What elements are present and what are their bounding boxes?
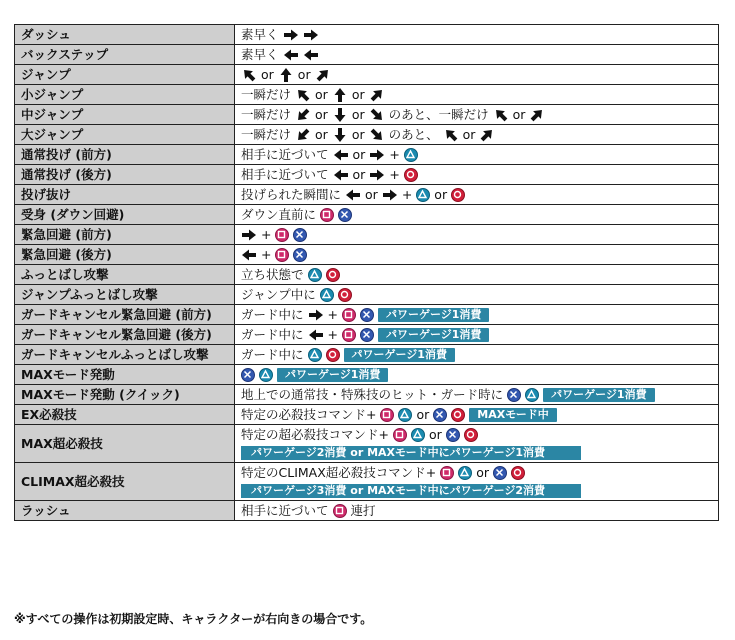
cross-button-icon [446,428,460,442]
move-command [235,205,719,225]
command-text: or [352,146,366,162]
command-text: 投げられた瞬間に [241,186,342,202]
arrow-down-right-icon [369,108,385,122]
command-list [14,24,719,521]
triangle-button-icon [458,466,472,480]
cost-badge: パワーゲージ2消費 or MAXモード中にパワーゲージ1消費 [241,446,581,460]
command-text: + [261,226,272,242]
command-text: or [297,66,311,82]
table-row [15,25,719,45]
command-text: or [365,186,378,202]
move-name: 通常投げ (前方) [15,145,235,165]
square-button-icon [380,408,394,422]
cross-button-icon [241,368,255,382]
command-text: + [327,326,338,342]
square-button-icon [393,428,407,442]
move-command [235,365,719,385]
move-command [235,345,719,365]
move-command [235,25,719,45]
triangle-button-icon [308,268,322,282]
table-row [15,145,719,165]
arrow-up-left-icon [493,108,509,122]
move-name: 受身 (ダウン回避) [15,205,235,225]
move-command [235,105,719,125]
arrow-left-icon [241,248,257,262]
circle-button-icon [404,168,418,182]
move-command [235,285,719,305]
command-text: 特定のCLIMAX超必殺技コマンド+ [241,464,437,480]
arrow-up-right-icon [479,128,495,142]
cost-badge: パワーゲージ1消費 [543,388,654,402]
command-text: or [462,126,476,142]
move-name: 小ジャンプ [15,85,235,105]
triangle-button-icon [404,148,418,162]
command-text: 連打 [350,502,376,518]
triangle-button-icon [416,188,430,202]
move-command [235,305,719,325]
table-row [15,65,719,85]
table-row [15,325,719,345]
arrow-up-left-icon [443,128,459,142]
square-button-icon [275,248,289,262]
triangle-button-icon [411,428,425,442]
triangle-button-icon [525,388,539,402]
arrow-down-left-icon [295,128,311,142]
arrow-up-left-icon [295,88,311,102]
arrow-left-icon [333,168,349,182]
command-text: 一瞬だけ [241,126,292,142]
move-command [235,225,719,245]
square-button-icon [342,308,356,322]
cost-badge: パワーゲージ1消費 [344,348,455,362]
arrow-right-icon [303,28,319,42]
move-command [235,85,719,105]
table-row [15,245,719,265]
command-text: 特定の必殺技コマンド+ [241,406,377,422]
circle-button-icon [511,466,525,480]
move-command [235,245,719,265]
square-button-icon [275,228,289,242]
command-text: 素早く [241,46,279,62]
command-text: or [315,86,328,102]
circle-button-icon [464,428,478,442]
move-command [235,185,719,205]
arrow-right-icon [283,28,299,42]
move-command [235,265,719,285]
table-row [15,105,719,125]
triangle-button-icon [259,368,273,382]
arrow-right-icon [241,228,257,242]
cross-button-icon [360,328,374,342]
move-name: MAXモード発動 [15,365,235,385]
cost-badge: パワーゲージ3消費 or MAXモード中にパワーゲージ2消費 [241,484,581,498]
move-name: MAXモード発動 (クイック) [15,385,235,405]
command-text: 地上での通常技・特殊技のヒット・ガード時に [241,386,504,402]
table-row [15,425,719,463]
square-button-icon [440,466,454,480]
cross-button-icon [293,228,307,242]
move-name: 通常投げ (後方) [15,165,235,185]
arrow-left-icon [333,148,349,162]
command-text: 特定の超必殺技コマンド+ [241,426,389,442]
command-text: or [315,106,328,122]
command-text: 素早く [241,26,279,42]
move-name: ガードキャンセルふっとばし攻撃 [15,345,235,365]
table-row [15,463,719,501]
command-text: or [351,126,365,142]
arrow-down-right-icon [369,128,385,142]
command-table [14,24,719,521]
table-row [15,385,719,405]
triangle-button-icon [320,288,334,302]
table-row [15,285,719,305]
command-text: or [352,166,366,182]
triangle-button-icon [308,348,322,362]
move-name: EX必殺技 [15,405,235,425]
arrow-down-left-icon [295,108,311,122]
move-name: 大ジャンプ [15,125,235,145]
table-row [15,165,719,185]
arrow-down-icon [332,128,348,142]
arrow-up-right-icon [369,88,385,102]
command-text: + [327,306,338,322]
cross-button-icon [493,466,507,480]
command-text: ジャンプ中に [241,286,316,302]
move-name: 緊急回避 (後方) [15,245,235,265]
square-button-icon [320,208,334,222]
arrow-left-icon [303,48,319,62]
table-row [15,125,719,145]
command-text: のあと、 [388,126,439,142]
arrow-up-left-icon [241,68,257,82]
arrow-left-icon [308,328,324,342]
move-command [235,385,719,405]
move-name: MAX超必殺技 [15,425,235,463]
command-text: 一瞬だけ [241,86,292,102]
table-row [15,305,719,325]
command-text: ガード中に [241,306,304,322]
cross-button-icon [507,388,521,402]
circle-button-icon [326,348,340,362]
command-text: 立ち状態で [241,266,304,282]
command-text: のあと、一瞬だけ [388,106,489,122]
cost-badge: パワーゲージ1消費 [378,328,489,342]
circle-button-icon [338,288,352,302]
move-name: ジャンプふっとばし攻撃 [15,285,235,305]
table-row [15,225,719,245]
arrow-down-icon [332,108,348,122]
cross-button-icon [338,208,352,222]
command-text: + [261,246,272,262]
move-command [235,165,719,185]
cross-button-icon [433,408,447,422]
arrow-up-right-icon [529,108,545,122]
footnote: ※すべての操作は初期設定時、キャラクターが右向きの場合です。 [14,612,373,626]
table-row [15,345,719,365]
command-text: + [389,166,400,182]
move-command [235,425,719,463]
move-name: 投げ抜け [15,185,235,205]
command-text: ダウン直前に [241,206,317,222]
arrow-left-icon [345,188,361,202]
command-text: or [351,106,365,122]
table-row [15,205,719,225]
command-text: or [512,106,526,122]
arrow-up-icon [278,68,294,82]
table-row [15,185,719,205]
arrow-right-icon [369,168,385,182]
command-text: 相手に近づいて [241,146,329,162]
circle-button-icon [451,408,465,422]
move-command [235,45,719,65]
move-name: 緊急回避 (前方) [15,225,235,245]
table-row [15,501,719,521]
move-command [235,145,719,165]
table-row [15,365,719,385]
command-text: or [428,426,442,442]
move-command [235,325,719,345]
move-name: ふっとばし攻撃 [15,265,235,285]
table-row [15,45,719,65]
move-name: ガードキャンセル緊急回避 (後方) [15,325,235,345]
move-command [235,501,719,521]
cost-badge: パワーゲージ1消費 [277,368,388,382]
move-command [235,65,719,85]
command-text: ガード中に [241,346,304,362]
arrow-right-icon [308,308,324,322]
arrow-left-icon [283,48,299,62]
move-name: CLIMAX超必殺技 [15,463,235,501]
triangle-button-icon [398,408,412,422]
square-button-icon [333,504,347,518]
command-text: or [315,126,328,142]
move-command [235,463,719,501]
command-text: + [401,186,413,202]
move-name: ガードキャンセル緊急回避 (前方) [15,305,235,325]
move-name: ジャンプ [15,65,235,85]
table-row [15,85,719,105]
move-name: バックステップ [15,45,235,65]
command-text: or [351,86,365,102]
cost-badge: パワーゲージ1消費 [378,308,489,322]
move-name: ラッシュ [15,501,235,521]
square-button-icon [342,328,356,342]
move-name: 中ジャンプ [15,105,235,125]
command-text: 一瞬だけ [241,106,292,122]
move-command [235,125,719,145]
arrow-up-right-icon [315,68,331,82]
command-text: + [389,146,400,162]
command-text: or [416,406,430,422]
command-text: 相手に近づいて [241,502,329,518]
circle-button-icon [326,268,340,282]
cross-button-icon [360,308,374,322]
command-text: 相手に近づいて [241,166,329,182]
move-name: ダッシュ [15,25,235,45]
command-text: or [434,186,448,202]
command-text: or [476,464,490,480]
arrow-up-icon [332,88,348,102]
table-row [15,265,719,285]
arrow-right-icon [369,148,385,162]
cross-button-icon [293,248,307,262]
table-row [15,405,719,425]
arrow-right-icon [382,188,398,202]
command-text: or [261,66,274,82]
move-command [235,405,719,425]
command-text: ガード中に [241,326,304,342]
circle-button-icon [451,188,465,202]
cost-badge: MAXモード中 [469,408,557,422]
